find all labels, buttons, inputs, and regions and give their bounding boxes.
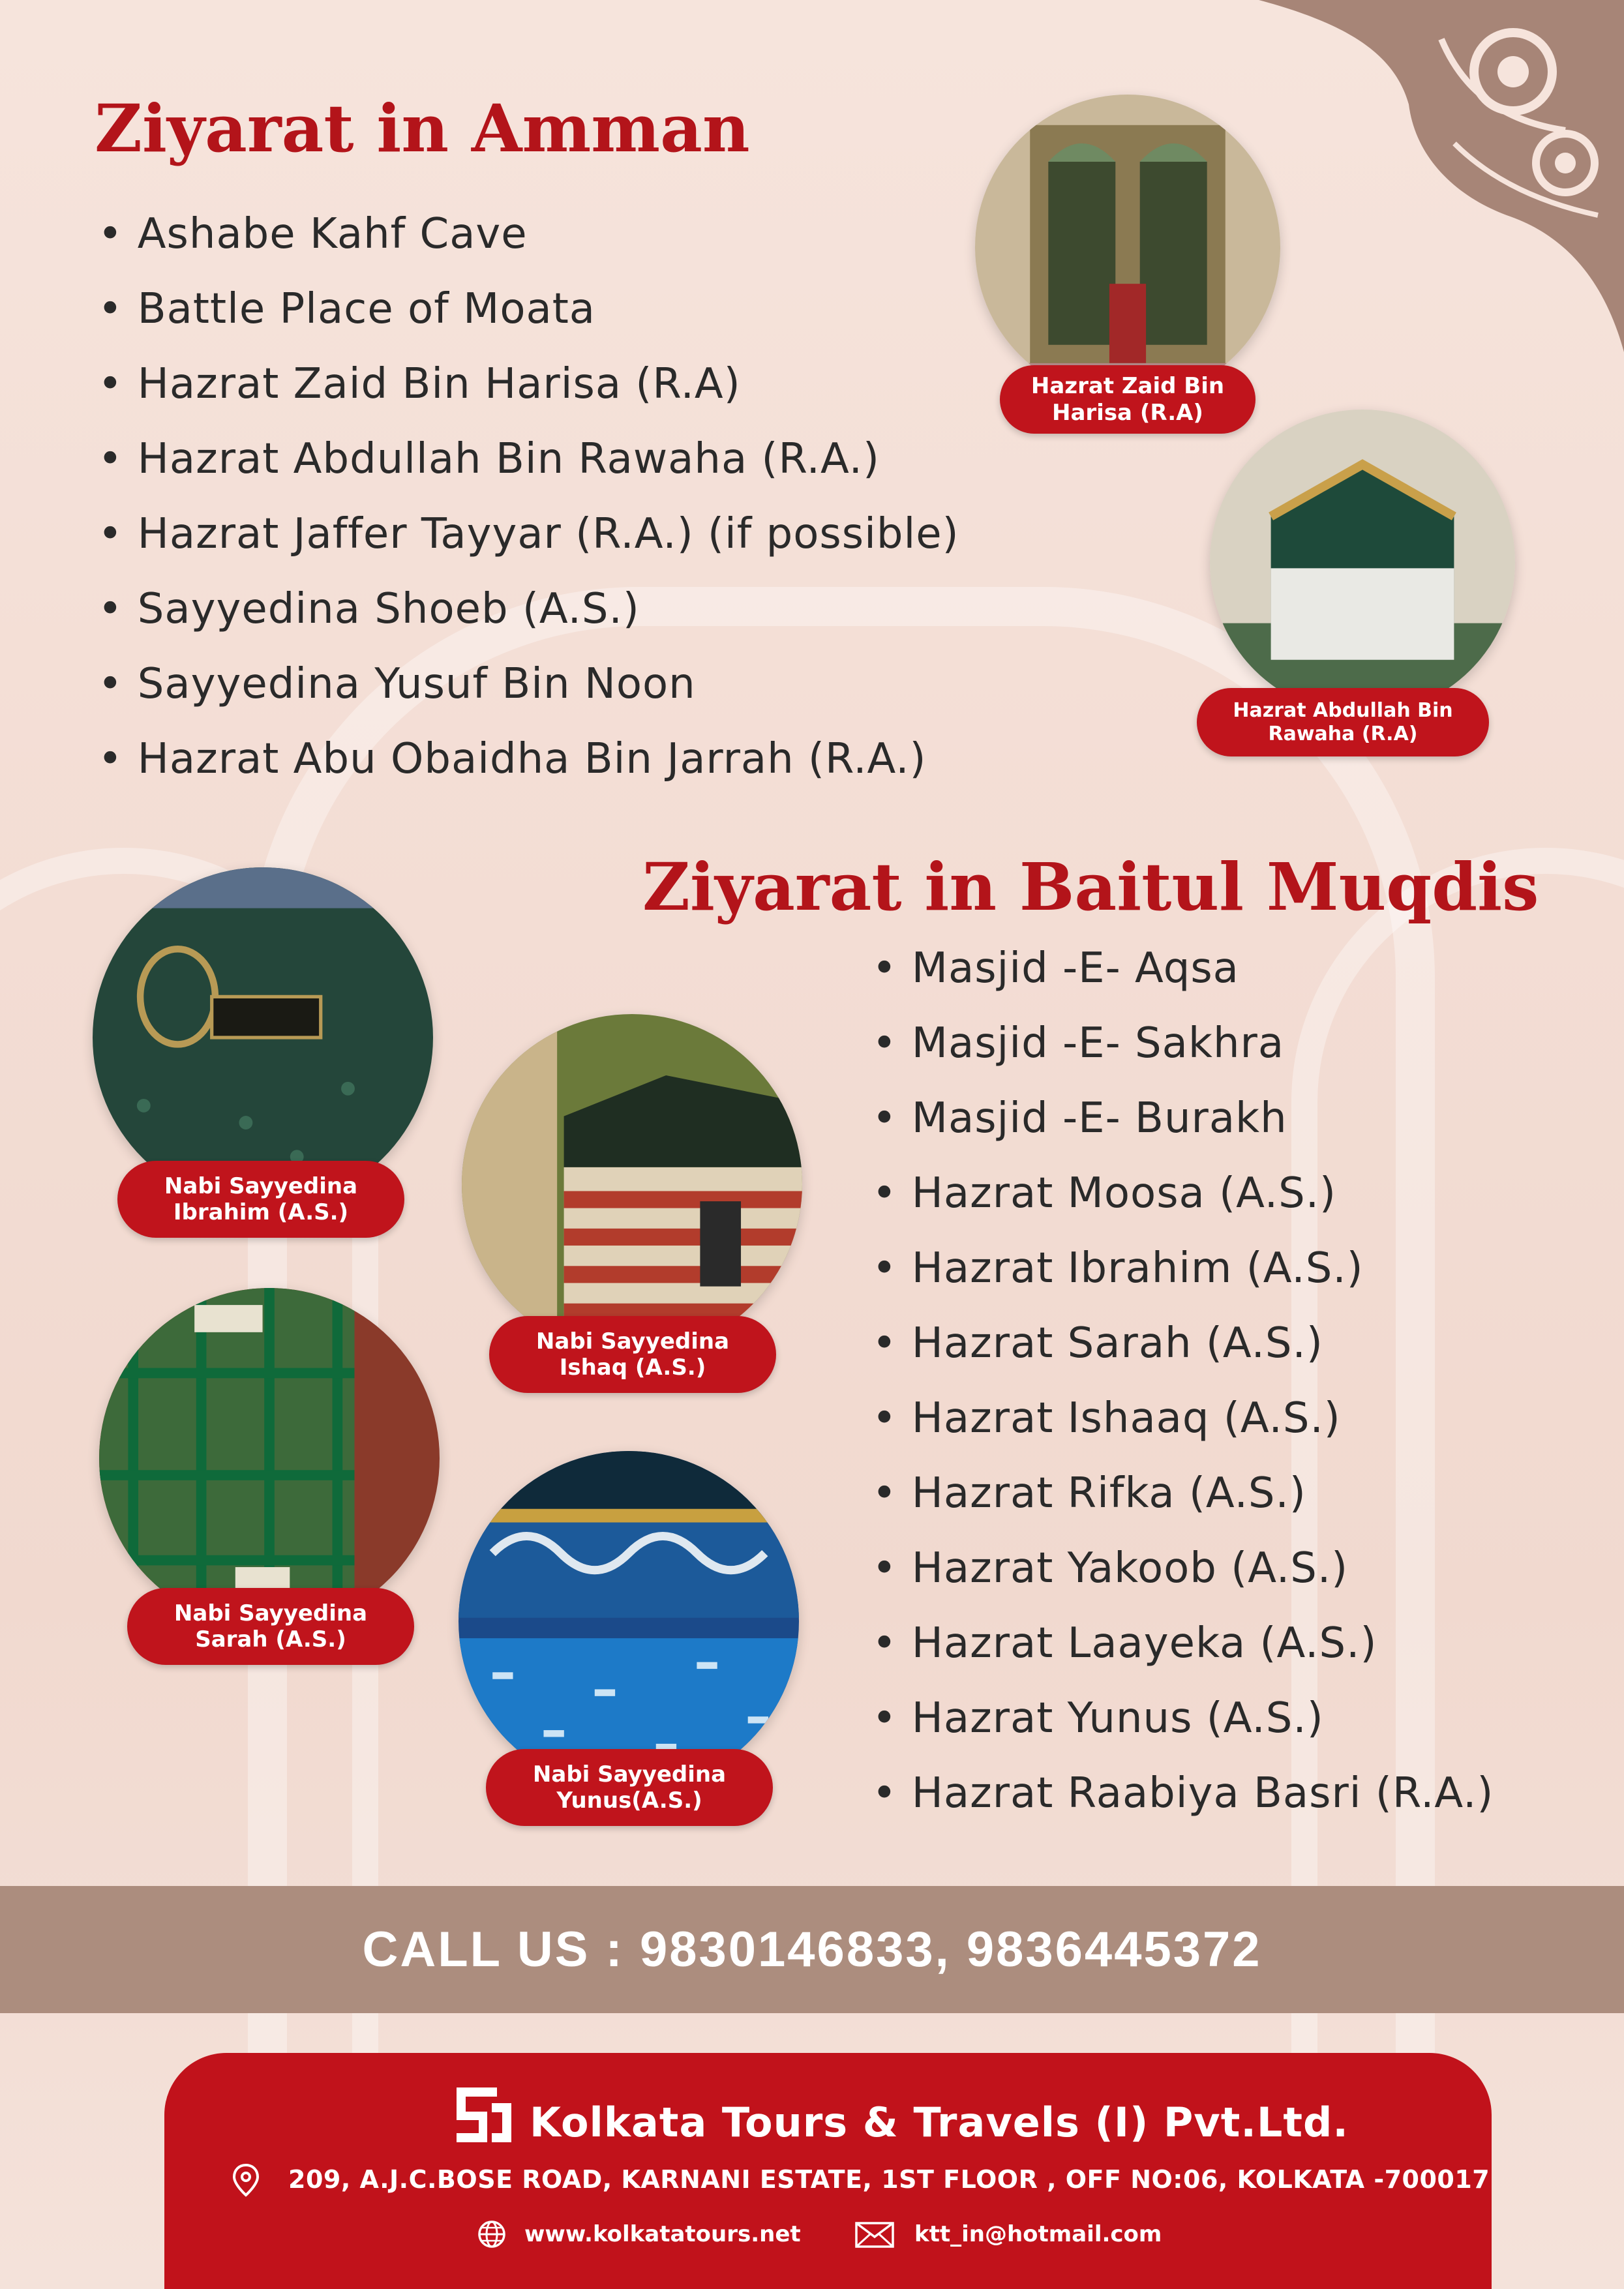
call-us-text[interactable]: CALL US : 9830146833, 9836445372 (362, 1922, 1262, 1977)
list-item: • Masjid -E- Burakh (872, 1081, 1494, 1156)
caption-ishaq: Nabi Sayyedina Ishaq (A.S.) (489, 1316, 776, 1393)
amman-list (98, 197, 959, 797)
list-item: • Hazrat Ishaaq (A.S.) (872, 1381, 1494, 1456)
caption-zaid: Hazrat Zaid Bin Harisa (R.A) (1000, 365, 1256, 434)
caption-ibrahim: Nabi Sayyedina Ibrahim (A.S.) (117, 1161, 404, 1238)
list-item: • Masjid -E- Sakhra (872, 1006, 1494, 1081)
list-item: • Hazrat Moosa (A.S.) (872, 1156, 1494, 1231)
mail-icon (854, 2221, 895, 2249)
footer (164, 2053, 1492, 2289)
globe-icon (476, 2219, 507, 2250)
list-item: • Hazrat Abu Obaidha Bin Jarrah (R.A.) (98, 722, 959, 797)
company-name: Kolkata Tours & Travels (I) Pvt.Ltd. (530, 2099, 1349, 2146)
list-item: • Hazrat Abdullah Bin Rawaha (R.A.) (98, 422, 959, 497)
list-item: • Hazrat Raabiya Basri (R.A.) (872, 1756, 1494, 1831)
list-item: • Sayyedina Shoeb (A.S.) (98, 572, 959, 647)
email-link[interactable]: ktt_in@hotmail.com (914, 2221, 1162, 2247)
list-item: • Sayyedina Yusuf Bin Noon (98, 647, 959, 722)
list-item: • Hazrat Sarah (A.S.) (872, 1306, 1494, 1381)
list-item: • Hazrat Zaid Bin Harisa (R.A) (98, 347, 959, 422)
caption-sarah: Nabi Sayyedina Sarah (A.S.) (127, 1588, 414, 1665)
call-us-banner (0, 1886, 1624, 2013)
list-item: • Ashabe Kahf Cave (98, 197, 959, 272)
list-item: • Hazrat Yakoob (A.S.) (872, 1531, 1494, 1606)
baitul-title: Ziyarat in Baitul Muqdis (642, 848, 1539, 925)
corner-ornament-icon (1259, 0, 1624, 352)
list-item: • Battle Place of Moata (98, 272, 959, 347)
caption-abdullah: Hazrat Abdullah Bin Rawaha (R.A) (1197, 688, 1489, 756)
location-pin-icon (230, 2162, 262, 2199)
list-item: • Hazrat Jaffer Tayyar (R.A.) (if possible) (98, 497, 959, 572)
address-text: 209, A.J.C.BOSE ROAD, KARNANI ESTATE, 1ST FLOOR , OFF NO:06, KOLKATA -700017 (288, 2165, 1490, 2194)
photo-ishaq-shrine (462, 1014, 802, 1354)
list-item: • Hazrat Yunus (A.S.) (872, 1681, 1494, 1756)
list-item: • Hazrat Rifka (A.S.) (872, 1456, 1494, 1531)
photo-sarah-shrine (99, 1288, 440, 1628)
photo-zaid-shrine (975, 95, 1280, 400)
photo-ibrahim-shrine (93, 867, 433, 1208)
list-item: • Hazrat Laayeka (A.S.) (872, 1606, 1494, 1681)
baitul-list (872, 931, 1494, 1831)
list-item: • Hazrat Ibrahim (A.S.) (872, 1231, 1494, 1306)
logo-icon (451, 2082, 517, 2147)
list-item: • Masjid -E- Aqsa (872, 931, 1494, 1006)
photo-yunus-shrine (459, 1451, 799, 1791)
website-link[interactable]: www.kolkatatours.net (524, 2221, 801, 2247)
photo-abdullah-shrine (1210, 410, 1515, 715)
amman-title: Ziyarat in Amman (95, 90, 750, 167)
caption-yunus: Nabi Sayyedina Yunus(A.S.) (486, 1749, 773, 1826)
